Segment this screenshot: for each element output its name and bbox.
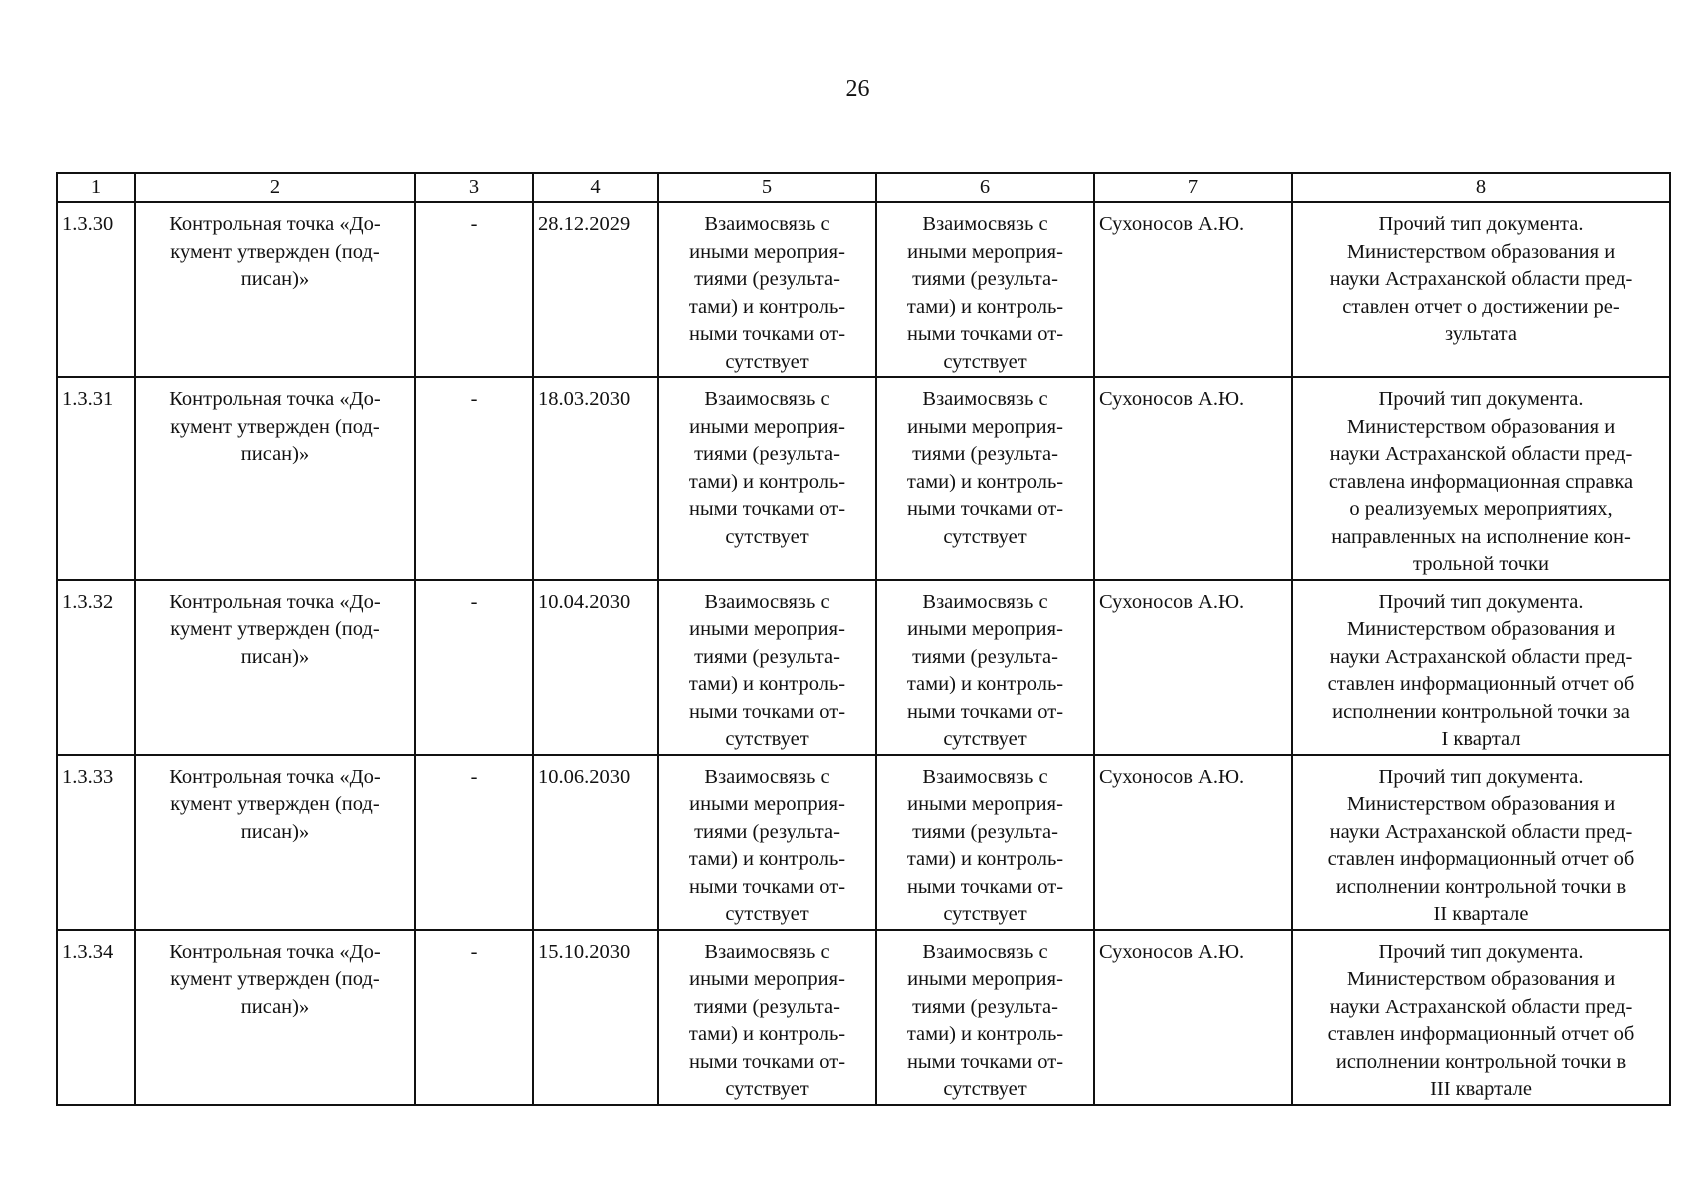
cell-link-prev-line: тами) и контроль- bbox=[688, 848, 846, 870]
header-col-3: 3 bbox=[415, 173, 533, 202]
cell-link-prev-line: тиями (результа- bbox=[694, 995, 840, 1018]
cell-link-prev-line: иными мероприя- bbox=[689, 793, 845, 815]
table-row bbox=[57, 930, 1670, 1105]
cell-name-line: Контрольная точка «До- bbox=[169, 765, 381, 788]
cell-link-prev bbox=[658, 580, 876, 755]
cell-link-prev-line: ными точками от- bbox=[688, 1050, 846, 1073]
cell-name bbox=[135, 930, 415, 1105]
cell-document-line: ставлен отчет о достижении ре- bbox=[1342, 295, 1620, 318]
cell-link-next-line: Взаимосвязь с bbox=[922, 765, 1048, 788]
cell-name bbox=[135, 377, 415, 580]
cell-number-line: 1.3.34 bbox=[62, 940, 114, 963]
cell-responsible-line: Сухоносов А.Ю. bbox=[1099, 940, 1245, 963]
cell-link-prev-line: сутствует bbox=[725, 903, 809, 925]
cell-document-line: науки Астраханской области пред- bbox=[1329, 995, 1633, 1018]
cell-link-next bbox=[876, 580, 1094, 755]
header-col-6: 6 bbox=[876, 173, 1094, 202]
cell-document-line: III квартале bbox=[1430, 1078, 1532, 1100]
cell-name-line: писан)» bbox=[240, 820, 310, 843]
cell-name-line: писан)» bbox=[240, 443, 310, 465]
cell-link-prev-line: тиями (результа- bbox=[694, 820, 840, 843]
cell-col3-line: - bbox=[470, 590, 478, 613]
cell-name-line: писан)» bbox=[240, 645, 310, 668]
cell-document-line: исполнении контрольной точки в bbox=[1335, 875, 1627, 898]
cell-link-prev-line: ными точками от- bbox=[688, 323, 846, 345]
cell-link-prev-line: сутствует bbox=[725, 350, 809, 373]
cell-link-next-line: сутствует bbox=[943, 525, 1027, 548]
cell-link-prev-line: тами) и контроль- bbox=[688, 295, 846, 318]
cell-link-next-line: иными мероприя- bbox=[907, 618, 1063, 640]
cell-name-line: кумент утвержден (под- bbox=[170, 968, 380, 990]
cell-date-line: 10.06.2030 bbox=[538, 765, 631, 788]
cell-responsible-line: Сухоносов А.Ю. bbox=[1099, 590, 1245, 613]
cell-document-line: ставлен информационный отчет об bbox=[1327, 848, 1635, 870]
cell-link-next-line: тиями (результа- bbox=[912, 995, 1058, 1018]
cell-document-line: науки Астраханской области пред- bbox=[1329, 645, 1633, 668]
cell-number-line: 1.3.30 bbox=[62, 213, 114, 235]
cell-link-prev-line: тами) и контроль- bbox=[688, 1023, 846, 1045]
cell-col3 bbox=[415, 930, 533, 1105]
cell-name bbox=[135, 202, 415, 377]
cell-link-next-line: Взаимосвязь с bbox=[922, 388, 1048, 410]
cell-document-line: Министерством образования и bbox=[1346, 968, 1616, 990]
cell-document-line: Прочий тип документа. bbox=[1378, 940, 1584, 963]
cell-number bbox=[57, 377, 135, 580]
cell-document-line: Министерством образования и bbox=[1346, 240, 1616, 263]
cell-document-line: зультата bbox=[1445, 323, 1517, 345]
cell-link-next bbox=[876, 202, 1094, 377]
cell-link-next-line: сутствует bbox=[943, 350, 1027, 373]
cell-link-next-line: иными мероприя- bbox=[907, 415, 1063, 438]
table-row bbox=[57, 755, 1670, 930]
table-row bbox=[57, 202, 1670, 377]
cell-link-prev bbox=[658, 202, 876, 377]
cell-link-next bbox=[876, 755, 1094, 930]
cell-col3-line: - bbox=[470, 940, 478, 963]
cell-link-next-line: тиями (результа- bbox=[912, 820, 1058, 843]
header-col-5: 5 bbox=[658, 173, 876, 202]
cell-link-prev-line: Взаимосвязь с bbox=[704, 388, 830, 410]
cell-date bbox=[533, 580, 658, 755]
cell-link-next-line: Взаимосвязь с bbox=[922, 213, 1048, 235]
cell-document bbox=[1292, 580, 1670, 755]
cell-document-line: исполнении контрольной точки в bbox=[1335, 1050, 1627, 1073]
cell-link-next-line: тами) и контроль- bbox=[906, 1023, 1064, 1045]
cell-date bbox=[533, 930, 658, 1105]
cell-link-prev-line: Взаимосвязь с bbox=[704, 590, 830, 613]
cell-link-prev-line: тиями (результа- bbox=[694, 443, 840, 465]
cell-link-prev-line: иными мероприя- bbox=[689, 968, 845, 990]
cell-link-next bbox=[876, 930, 1094, 1105]
cell-col3 bbox=[415, 755, 533, 930]
cell-name-line: Контрольная точка «До- bbox=[169, 213, 381, 235]
table-header bbox=[57, 173, 1670, 202]
cell-link-next-line: тами) и контроль- bbox=[906, 295, 1064, 318]
cell-link-next-line: тиями (результа- bbox=[912, 645, 1058, 668]
cell-name-line: кумент утвержден (под- bbox=[170, 793, 380, 815]
header-col-1: 1 bbox=[57, 173, 135, 202]
header-col-4: 4 bbox=[533, 173, 658, 202]
cell-link-next-line: сутствует bbox=[943, 728, 1027, 750]
cell-date bbox=[533, 377, 658, 580]
cell-link-prev-line: Взаимосвязь с bbox=[704, 213, 830, 235]
cell-date-line: 28.12.2029 bbox=[538, 213, 631, 235]
cell-col3-line: - bbox=[470, 213, 478, 235]
cell-link-next-line: ными точками от- bbox=[906, 875, 1064, 898]
cell-responsible-line: Сухоносов А.Ю. bbox=[1099, 388, 1245, 410]
cell-link-prev-line: сутствует bbox=[725, 728, 809, 750]
cell-number bbox=[57, 755, 135, 930]
cell-link-prev-line: сутствует bbox=[725, 525, 809, 548]
cell-link-next-line: ными точками от- bbox=[906, 323, 1064, 345]
cell-responsible bbox=[1094, 930, 1292, 1105]
cell-link-next-line: Взаимосвязь с bbox=[922, 590, 1048, 613]
cell-link-prev-line: тами) и контроль- bbox=[688, 673, 846, 695]
cell-date-line: 18.03.2030 bbox=[538, 388, 631, 410]
cell-link-prev-line: Взаимосвязь с bbox=[704, 765, 830, 788]
cell-link-next-line: тами) и контроль- bbox=[906, 470, 1064, 493]
cell-document-line: Министерством образования и bbox=[1346, 618, 1616, 640]
cell-col3 bbox=[415, 580, 533, 755]
cell-col3 bbox=[415, 377, 533, 580]
cell-link-next-line: ными точками от- bbox=[906, 498, 1064, 520]
cell-link-next-line: ными точками от- bbox=[906, 1050, 1064, 1073]
cell-document bbox=[1292, 377, 1670, 580]
cell-document-line: науки Астраханской области пред- bbox=[1329, 268, 1633, 290]
cell-document-line: Прочий тип документа. bbox=[1378, 590, 1584, 613]
table-body bbox=[57, 202, 1670, 1105]
cell-link-next-line: Взаимосвязь с bbox=[922, 940, 1048, 963]
cell-number bbox=[57, 580, 135, 755]
cell-link-next-line: иными мероприя- bbox=[907, 240, 1063, 263]
cell-link-next-line: тами) и контроль- bbox=[906, 673, 1064, 695]
cell-link-next-line: тами) и контроль- bbox=[906, 848, 1064, 870]
header-col-7: 7 bbox=[1094, 173, 1292, 202]
cell-document-line: Прочий тип документа. bbox=[1378, 213, 1584, 235]
cell-document-line: Прочий тип документа. bbox=[1378, 765, 1584, 788]
cell-link-next-line: сутствует bbox=[943, 1078, 1027, 1100]
cell-number bbox=[57, 202, 135, 377]
cell-document-line: науки Астраханской области пред- bbox=[1329, 443, 1633, 465]
cell-number-line: 1.3.33 bbox=[62, 765, 114, 788]
cell-document-line: Министерством образования и bbox=[1346, 415, 1616, 438]
control-points-table bbox=[56, 172, 1671, 1106]
cell-link-prev-line: иными мероприя- bbox=[689, 240, 845, 263]
cell-document-line: II квартале bbox=[1433, 903, 1529, 925]
header-row bbox=[57, 173, 1670, 202]
cell-name bbox=[135, 755, 415, 930]
cell-col3 bbox=[415, 202, 533, 377]
cell-name-line: писан)» bbox=[240, 268, 310, 290]
cell-document-line: трольной точки bbox=[1413, 553, 1549, 575]
cell-document-line: I квартал bbox=[1441, 728, 1521, 750]
cell-responsible-line: Сухоносов А.Ю. bbox=[1099, 765, 1245, 788]
cell-document bbox=[1292, 930, 1670, 1105]
cell-link-next-line: ными точками от- bbox=[906, 700, 1064, 723]
page-number: 26 bbox=[845, 76, 870, 102]
header-col-2: 2 bbox=[135, 173, 415, 202]
cell-link-prev-line: ными точками от- bbox=[688, 700, 846, 723]
cell-link-prev-line: ными точками от- bbox=[688, 875, 846, 898]
cell-document bbox=[1292, 202, 1670, 377]
cell-link-next-line: тиями (результа- bbox=[912, 443, 1058, 465]
header-col-8: 8 bbox=[1292, 173, 1670, 202]
cell-link-next-line: иными мероприя- bbox=[907, 968, 1063, 990]
cell-document-line: ставлена информационная справка bbox=[1328, 470, 1634, 493]
cell-name-line: кумент утвержден (под- bbox=[170, 618, 380, 640]
cell-name-line: кумент утвержден (под- bbox=[170, 415, 380, 438]
cell-document-line: науки Астраханской области пред- bbox=[1329, 820, 1633, 843]
cell-link-prev-line: сутствует bbox=[725, 1078, 809, 1100]
cell-name bbox=[135, 580, 415, 755]
cell-name-line: Контрольная точка «До- bbox=[169, 388, 381, 410]
cell-date bbox=[533, 755, 658, 930]
cell-name-line: писан)» bbox=[240, 995, 310, 1018]
cell-document-line: Министерством образования и bbox=[1346, 793, 1616, 815]
cell-name-line: кумент утвержден (под- bbox=[170, 240, 380, 263]
cell-link-prev bbox=[658, 930, 876, 1105]
cell-number-line: 1.3.32 bbox=[62, 590, 114, 613]
cell-link-prev bbox=[658, 377, 876, 580]
cell-document-line: направленных на исполнение кон- bbox=[1331, 525, 1631, 548]
cell-document-line: ставлен информационный отчет об bbox=[1327, 673, 1635, 695]
cell-link-prev-line: тиями (результа- bbox=[694, 268, 840, 290]
cell-number bbox=[57, 930, 135, 1105]
cell-link-prev-line: Взаимосвязь с bbox=[704, 940, 830, 963]
cell-document-line: ставлен информационный отчет об bbox=[1327, 1023, 1635, 1045]
cell-responsible bbox=[1094, 580, 1292, 755]
cell-document-line: исполнении контрольной точки за bbox=[1332, 700, 1630, 723]
cell-responsible-line: Сухоносов А.Ю. bbox=[1099, 213, 1245, 235]
cell-col3-line: - bbox=[470, 765, 478, 788]
cell-link-prev-line: тами) и контроль- bbox=[688, 470, 846, 493]
cell-document-line: о реализуемых мероприятиях, bbox=[1349, 498, 1613, 520]
cell-link-prev-line: тиями (результа- bbox=[694, 645, 840, 668]
cell-link-prev-line: иными мероприя- bbox=[689, 415, 845, 438]
cell-number-line: 1.3.31 bbox=[62, 388, 114, 410]
cell-responsible bbox=[1094, 755, 1292, 930]
cell-date-line: 10.04.2030 bbox=[538, 590, 631, 613]
cell-link-next-line: тиями (результа- bbox=[912, 268, 1058, 290]
cell-link-prev-line: иными мероприя- bbox=[689, 618, 845, 640]
cell-document-line: Прочий тип документа. bbox=[1378, 388, 1584, 410]
cell-link-prev bbox=[658, 755, 876, 930]
cell-date-line: 15.10.2030 bbox=[538, 940, 631, 963]
cell-responsible bbox=[1094, 377, 1292, 580]
cell-col3-line: - bbox=[470, 388, 478, 410]
cell-name-line: Контрольная точка «До- bbox=[169, 940, 381, 963]
cell-link-next-line: сутствует bbox=[943, 903, 1027, 925]
cell-name-line: Контрольная точка «До- bbox=[169, 590, 381, 613]
cell-link-next bbox=[876, 377, 1094, 580]
cell-responsible bbox=[1094, 202, 1292, 377]
table-row bbox=[57, 580, 1670, 755]
cell-link-prev-line: ными точками от- bbox=[688, 498, 846, 520]
cell-document bbox=[1292, 755, 1670, 930]
table-row bbox=[57, 377, 1670, 580]
cell-date bbox=[533, 202, 658, 377]
cell-link-next-line: иными мероприя- bbox=[907, 793, 1063, 815]
